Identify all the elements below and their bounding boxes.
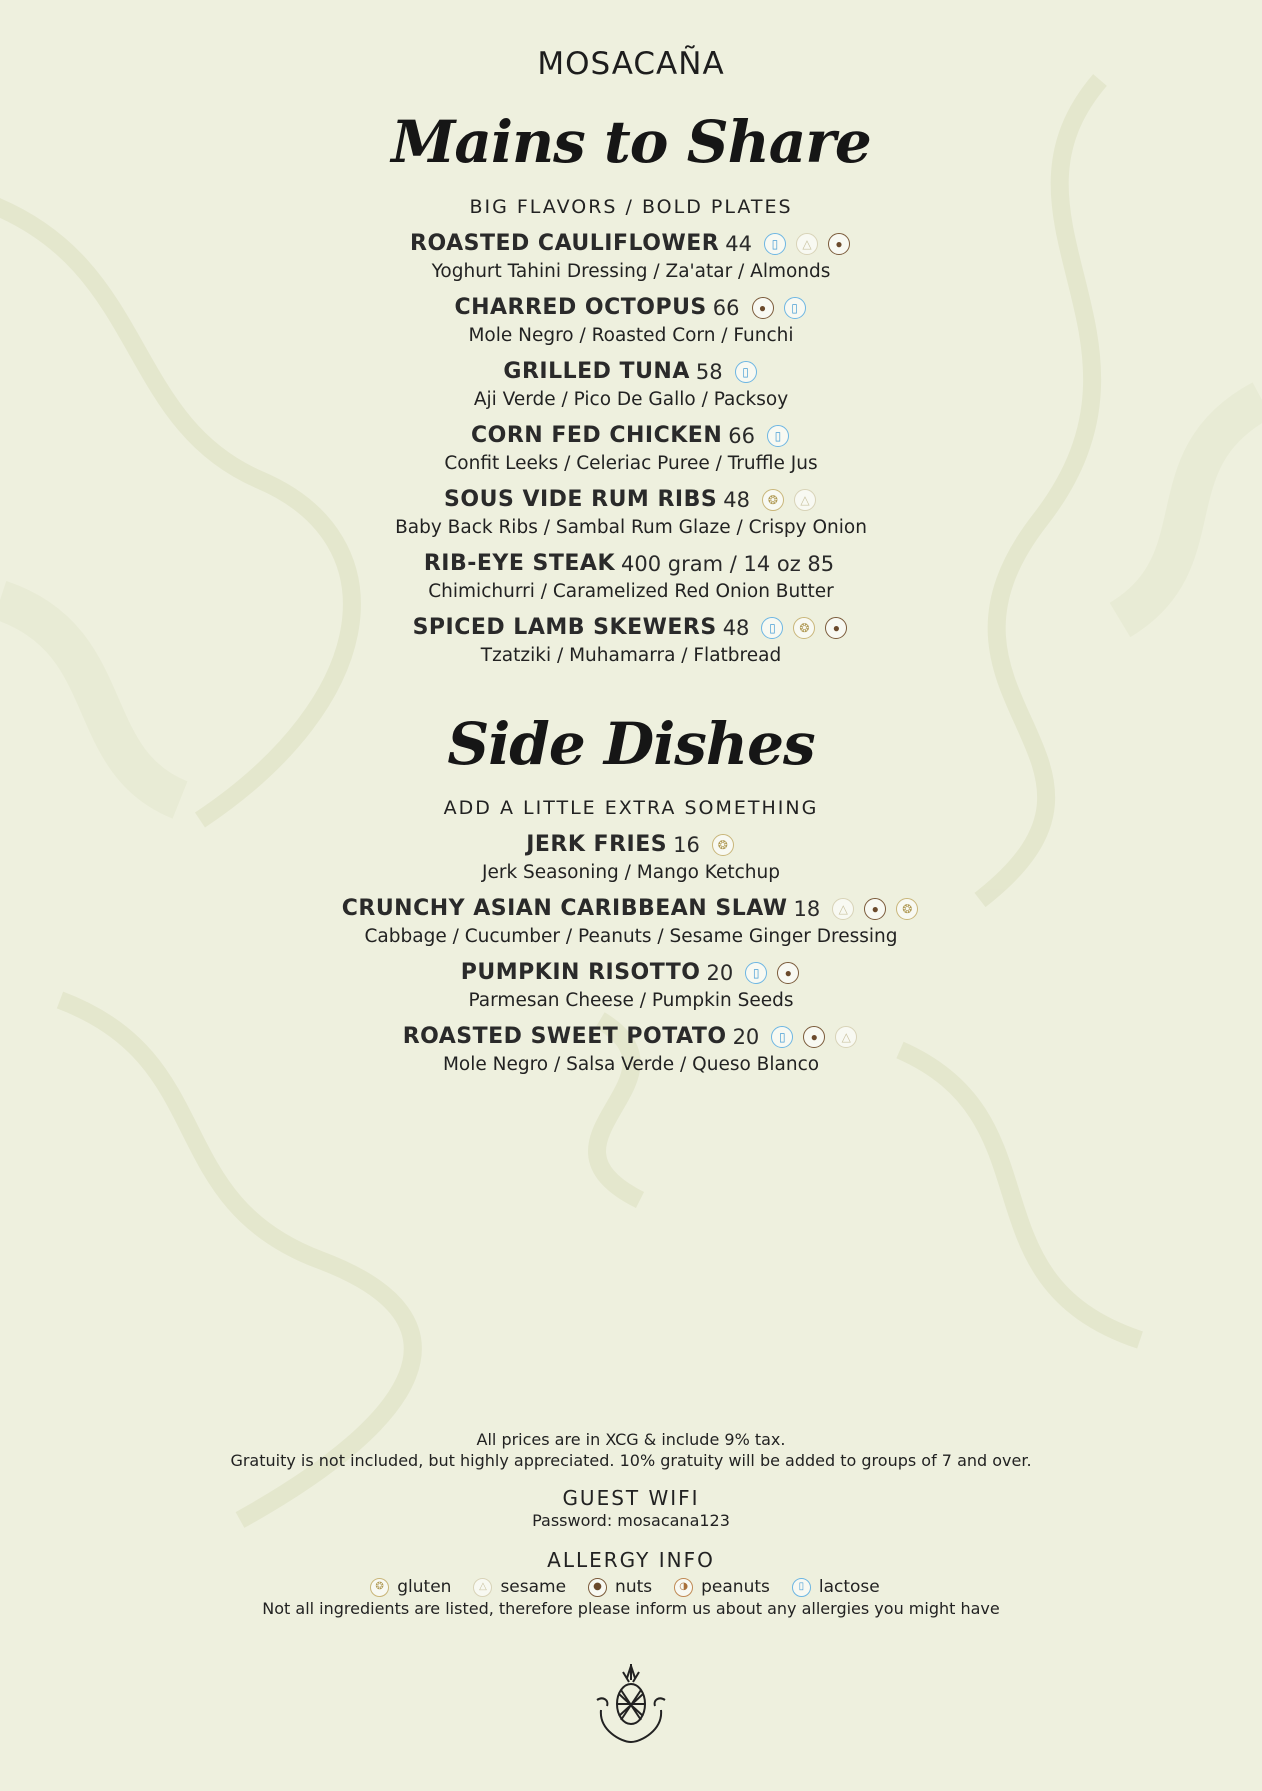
bottle-icon: ▯ bbox=[761, 617, 783, 639]
sesame-icon: △ bbox=[796, 233, 818, 255]
menu-item-header bbox=[0, 355, 1262, 389]
mains-subtitle: BIG FLAVORS / BOLD PLATES bbox=[469, 196, 793, 218]
menu-item-description: Baby Back Ribs / Sambal Rum Glaze / Crispy Onion bbox=[395, 517, 867, 538]
wheat-icon: ❂ bbox=[896, 898, 918, 920]
menu-item-description: Jerk Seasoning / Mango Ketchup bbox=[482, 862, 780, 883]
menu-item-name: RIB-EYE STEAK bbox=[423, 551, 615, 576]
menu-item bbox=[0, 828, 1262, 892]
gratuity-note: Gratuity is not included, but highly appreciated. 10% gratuity will be added to groups of 7 and over. bbox=[230, 1451, 1032, 1470]
menu-item bbox=[0, 611, 1262, 675]
nut-icon: ● bbox=[752, 297, 774, 319]
menu-item-description: Aji Verde / Pico De Gallo / Packsoy bbox=[473, 389, 789, 410]
menu-item-description: Mole Negro / Salsa Verde / Queso Blanco bbox=[442, 1054, 820, 1075]
sesame-icon: △ bbox=[473, 1578, 492, 1597]
allergy-note: Not all ingredients are listed, therefore please inform us about any allergies you might have bbox=[262, 1599, 1000, 1618]
legend-label-lactose: lactose bbox=[818, 1577, 880, 1597]
wheat-icon: ❂ bbox=[793, 617, 815, 639]
menu-item-price: 18 bbox=[793, 897, 821, 921]
menu-item-header bbox=[0, 419, 1262, 453]
menu-item-price: 20 bbox=[706, 961, 734, 985]
menu-item-name: ROASTED CAULIFLOWER bbox=[410, 231, 720, 256]
peanut-icon: ◑ bbox=[674, 1578, 693, 1597]
menu-item-description: Parmesan Cheese / Pumpkin Seeds bbox=[468, 990, 794, 1011]
pineapple-emblem-icon bbox=[591, 1660, 671, 1744]
nut-icon: ● bbox=[803, 1026, 825, 1048]
menu-item-description: Cabbage / Cucumber / Peanuts / Sesame Ginger Dressing bbox=[364, 926, 898, 947]
sides-title: Side Dishes bbox=[447, 710, 815, 778]
menu-item-description: Chimichurri / Caramelized Red Onion Butter bbox=[428, 581, 834, 602]
menu-item bbox=[0, 419, 1262, 483]
menu-item-header bbox=[0, 291, 1262, 325]
menu-item-price: 66 bbox=[712, 296, 740, 320]
wifi-title: GUEST WIFI bbox=[562, 1486, 700, 1510]
menu-item bbox=[0, 291, 1262, 355]
wifi-password: Password: mosacana123 bbox=[532, 1511, 730, 1530]
menu-item bbox=[0, 1020, 1262, 1084]
menu-item bbox=[0, 956, 1262, 1020]
nut-icon: ● bbox=[825, 617, 847, 639]
bottle-icon: ▯ bbox=[784, 297, 806, 319]
allergy-legend bbox=[0, 1576, 1262, 1598]
menu-item-price: 44 bbox=[725, 232, 752, 256]
menu-item-description: Yoghurt Tahini Dressing / Za'atar / Almonds bbox=[431, 261, 831, 282]
menu-item-header bbox=[0, 611, 1262, 645]
brand-logo: MOSACAÑA bbox=[537, 46, 725, 82]
sides-list bbox=[0, 828, 1262, 1084]
prices-note: All prices are in XCG & include 9% tax. bbox=[476, 1430, 786, 1449]
menu-item bbox=[0, 483, 1262, 547]
nut-icon: ● bbox=[864, 898, 886, 920]
wheat-icon: ❂ bbox=[370, 1578, 389, 1597]
menu-item-description: Mole Negro / Roasted Corn / Funchi bbox=[468, 325, 794, 346]
sesame-icon: △ bbox=[794, 489, 816, 511]
menu-item-header bbox=[0, 547, 1262, 581]
menu-item-header bbox=[0, 1020, 1262, 1054]
menu-item-price: 20 bbox=[732, 1025, 760, 1049]
bottle-icon: ▯ bbox=[767, 425, 789, 447]
menu-item-header bbox=[0, 956, 1262, 990]
menu-item-price: 16 bbox=[673, 833, 700, 857]
legend-label-gluten: gluten bbox=[397, 1577, 452, 1597]
menu-item-header bbox=[0, 892, 1262, 926]
sesame-icon: △ bbox=[832, 898, 854, 920]
menu-item-name: JERK FRIES bbox=[526, 832, 668, 857]
allergy-title: ALLERGY INFO bbox=[547, 1548, 715, 1572]
menu-item-price: 48 bbox=[722, 616, 750, 640]
menu-item-price: 66 bbox=[728, 424, 755, 448]
nut-icon: ● bbox=[588, 1578, 607, 1597]
menu-item bbox=[0, 892, 1262, 956]
mains-list bbox=[0, 227, 1262, 675]
menu-item bbox=[0, 355, 1262, 419]
menu-item-price: 58 bbox=[695, 360, 723, 384]
bottle-icon: ▯ bbox=[745, 962, 767, 984]
menu-item bbox=[0, 227, 1262, 291]
menu-item-name: SOUS VIDE RUM RIBS bbox=[444, 487, 718, 512]
menu-item-price: 400 gram / 14 oz 85 bbox=[621, 552, 835, 576]
legend-label-peanuts: peanuts bbox=[701, 1577, 770, 1597]
wheat-icon: ❂ bbox=[762, 489, 784, 511]
wheat-icon: ❂ bbox=[712, 834, 734, 856]
menu-item-header bbox=[0, 227, 1262, 261]
footer bbox=[0, 1429, 1262, 1619]
sides-subtitle: ADD A LITTLE EXTRA SOMETHING bbox=[443, 797, 819, 819]
menu-item-name: CORN FED CHICKEN bbox=[471, 423, 723, 448]
nut-icon: ● bbox=[828, 233, 850, 255]
menu-item-name: CRUNCHY ASIAN CARIBBEAN SLAW bbox=[341, 896, 788, 921]
bottle-icon: ▯ bbox=[792, 1578, 811, 1597]
menu-item-header bbox=[0, 483, 1262, 517]
bottle-icon: ▯ bbox=[735, 361, 757, 383]
menu-item bbox=[0, 547, 1262, 611]
menu-item-name: GRILLED TUNA bbox=[503, 359, 690, 384]
menu-item-description: Tzatziki / Muhamarra / Flatbread bbox=[480, 645, 782, 666]
menu-item-header bbox=[0, 828, 1262, 862]
menu-item-price: 48 bbox=[723, 488, 750, 512]
menu-item-description: Confit Leeks / Celeriac Puree / Truffle Jus bbox=[444, 453, 818, 474]
legend-label-nuts: nuts bbox=[615, 1577, 653, 1597]
sesame-icon: △ bbox=[835, 1026, 857, 1048]
menu-item-name: ROASTED SWEET POTATO bbox=[402, 1024, 727, 1049]
bottle-icon: ▯ bbox=[771, 1026, 793, 1048]
menu-item-name: CHARRED OCTOPUS bbox=[454, 295, 707, 320]
menu-item-name: SPICED LAMB SKEWERS bbox=[412, 615, 717, 640]
nut-icon: ● bbox=[777, 962, 799, 984]
mains-title: Mains to Share bbox=[391, 108, 871, 176]
bottle-icon: ▯ bbox=[764, 233, 786, 255]
menu-item-name: PUMPKIN RISOTTO bbox=[460, 960, 701, 985]
legend-label-sesame: sesame bbox=[500, 1577, 567, 1597]
